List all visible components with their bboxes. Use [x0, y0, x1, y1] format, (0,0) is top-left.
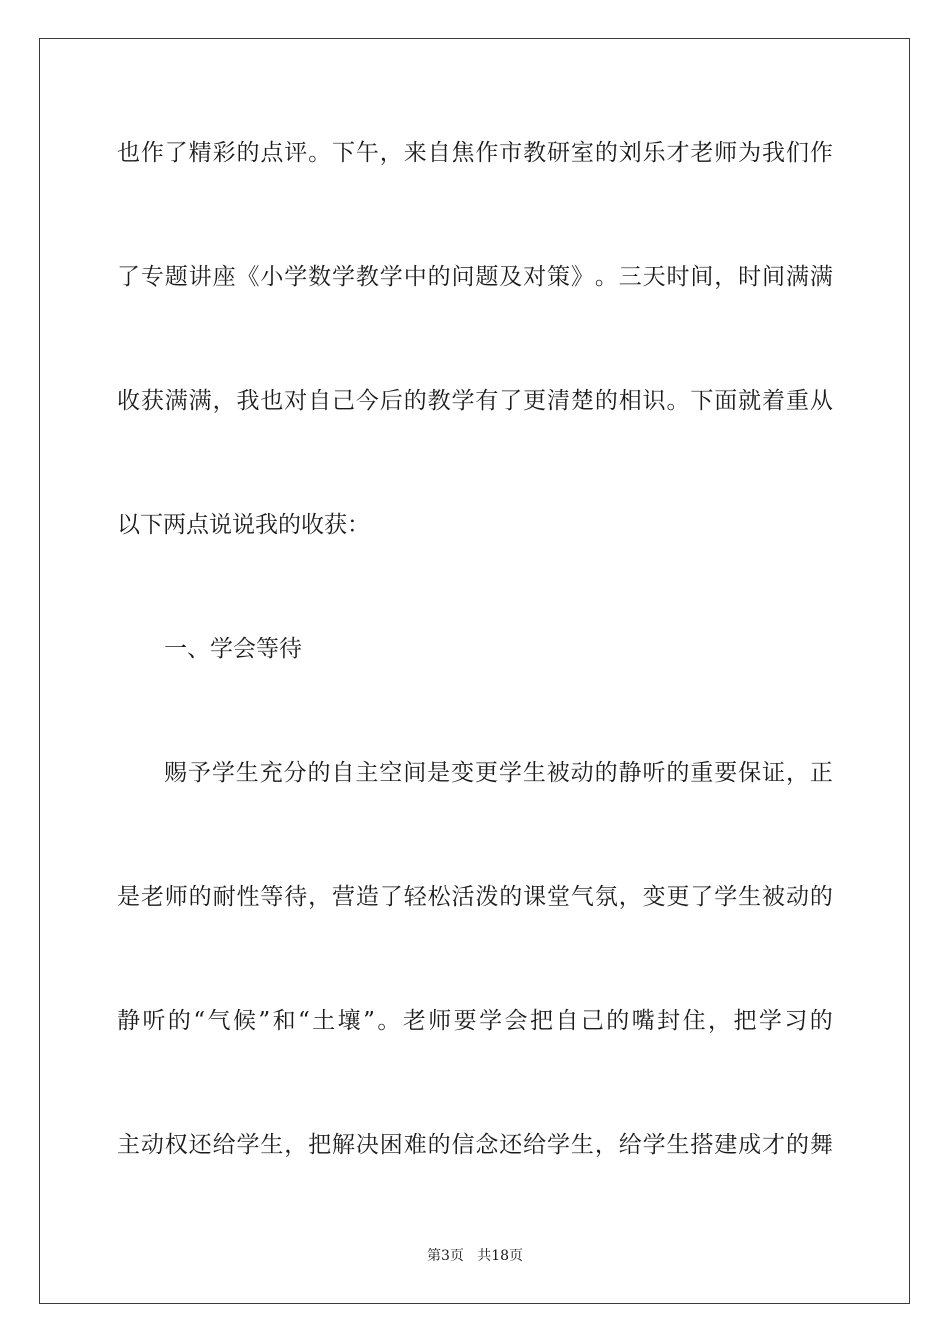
page-border — [39, 38, 910, 1304]
section-heading: 一、学会等待 — [164, 636, 302, 662]
paragraph-line: 静 听 的 “ 气 候 ” 和 “ 土 壤 ” 。 老 师 要 学 会 把 自 己 的 嘴 封 住 ， 把 学 习 的 — [117, 1008, 833, 1034]
paragraph-line: 收 获 满 满 ， 我 也 对 自 己 今 后 的 教 学 有 了 更 清 楚 的 相 识 。 下 面 就 着 重 从 — [117, 388, 833, 414]
paragraph-line: 以下两点说说我的收获： — [117, 512, 370, 538]
paragraph-line: 也 作 了 精 彩 的 点 评 。 下 午 ， 来 自 焦 作 市 教 研 室 的 刘 乐 才 老 师 为 我 们 作 — [117, 140, 833, 166]
paragraph-line: 主 动 权 还 给 学 生 ， 把 解 决 困 难 的 信 念 还 给 学 生 ， 给 学 生 搭 建 成 才 的 舞 — [117, 1132, 833, 1158]
paragraph-line: 了 专 题 讲 座 《 小 学 数 学 教 学 中 的 问 题 及 对 策 》 。 三 天 时 间 ， 时 间 满 满 — [117, 264, 833, 290]
paragraph-line: 是 老 师 的 耐 性 等 待 ， 营 造 了 轻 松 活 泼 的 课 堂 气 氛 ， 变 更 了 学 生 被 动 的 — [117, 884, 833, 910]
paragraph-line: 赐 予 学 生 充 分 的 自 主 空 间 是 变 更 学 生 被 动 的 静 听 的 重 要 保 证 ， 正 — [164, 760, 833, 786]
page-number: 第3页 共18页 — [426, 1248, 524, 1264]
